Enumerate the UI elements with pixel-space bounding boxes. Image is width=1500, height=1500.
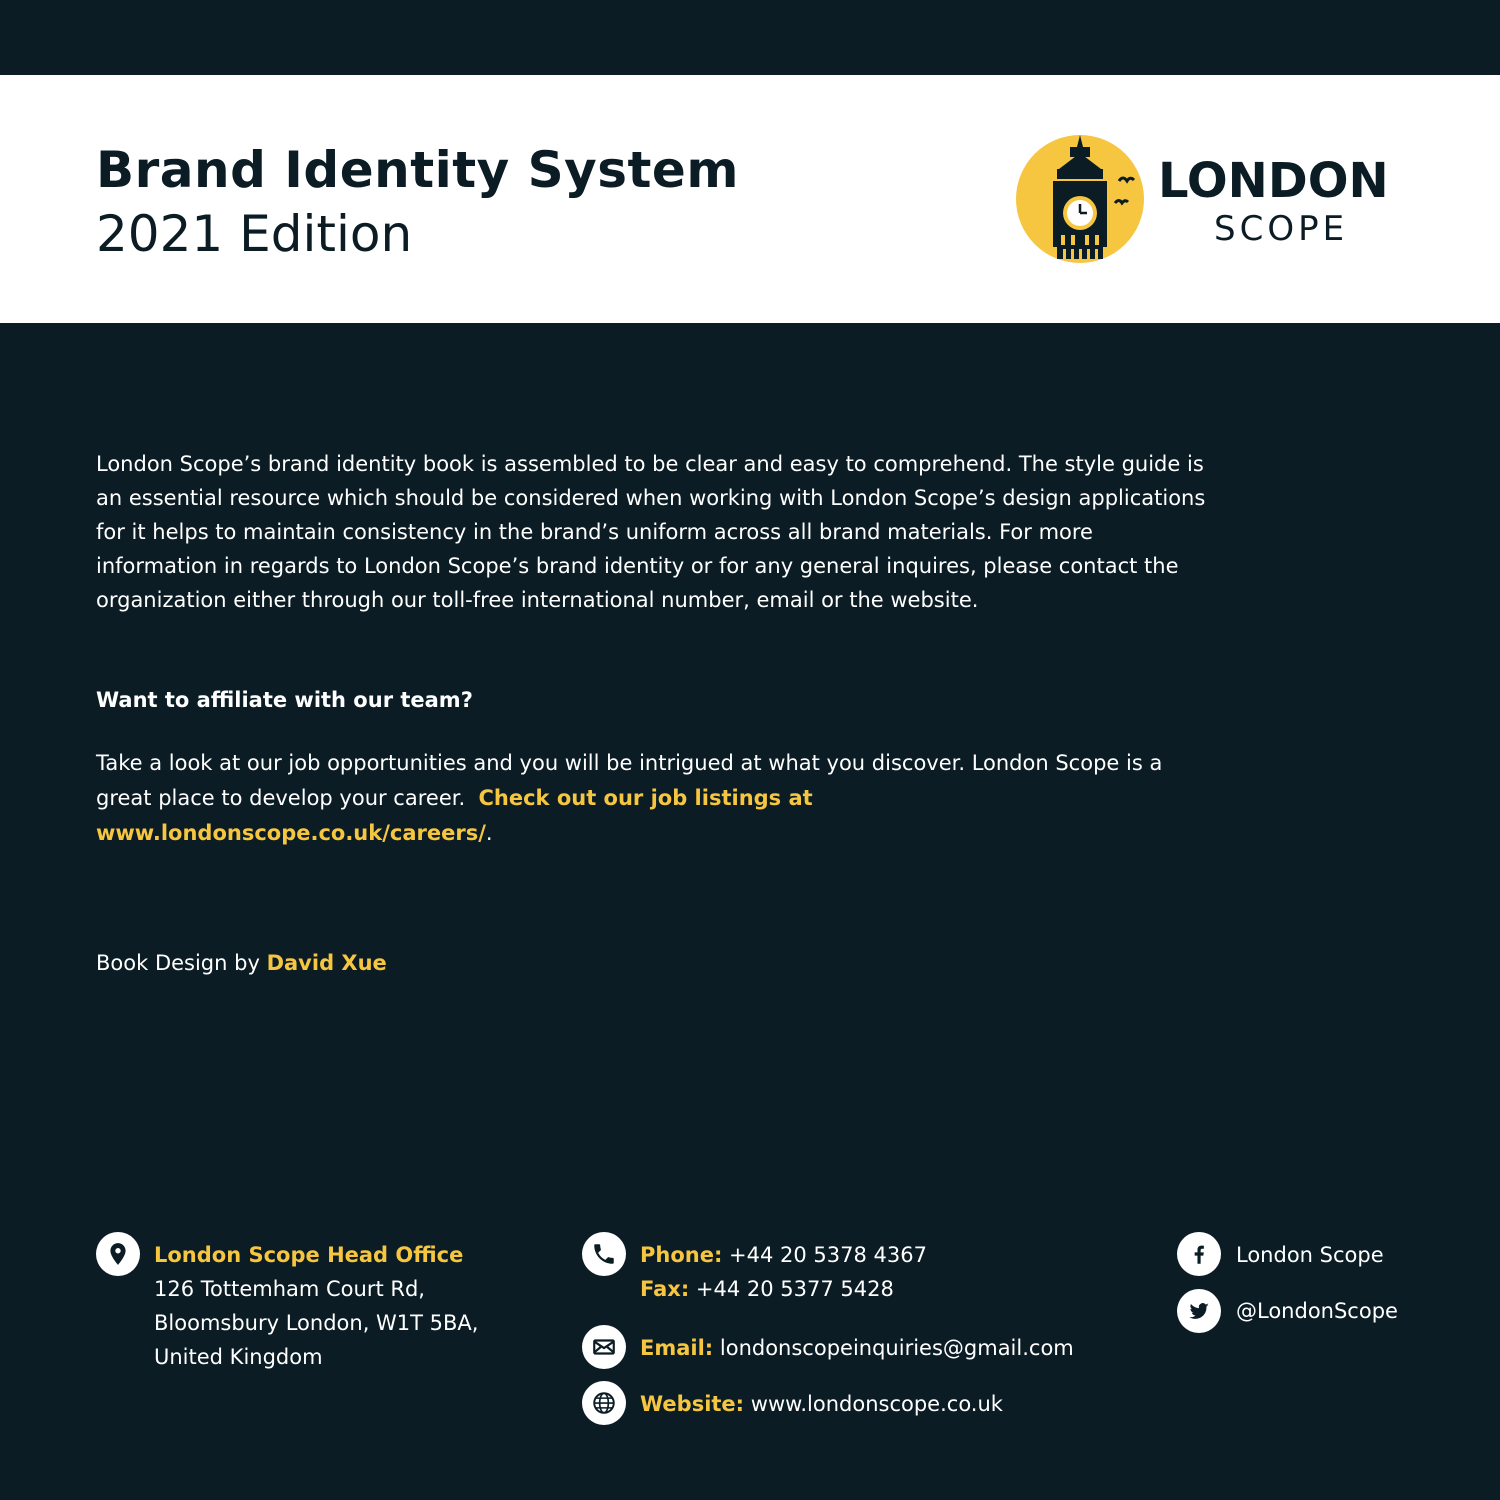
location-pin-icon [96, 1232, 140, 1276]
email-value[interactable]: londonscopeinquiries@gmail.com [719, 1336, 1074, 1360]
fax-label: Fax: [640, 1277, 690, 1301]
book-design-credit [96, 951, 387, 975]
office-title: London Scope Head Office [154, 1243, 464, 1267]
affiliate-heading: Want to affiliate with our team? [96, 688, 473, 712]
office-line-2: Bloomsbury London, W1T 5BA, [154, 1311, 479, 1335]
email-label: Email: [640, 1336, 714, 1360]
logo-wordmark-london: LONDON [1158, 153, 1389, 209]
phone-label: Phone: [640, 1243, 723, 1267]
office-address [154, 1238, 478, 1374]
affiliate-body-text: Take a look at our job opportunities and you will be intrigued at what you discover. London Scope is a great place to develop your career. [96, 751, 1163, 810]
envelope-icon [582, 1325, 626, 1369]
page-title: Brand Identity System [96, 141, 739, 199]
office-line-3: United Kingdom [154, 1345, 323, 1369]
logo-wordmark-scope: SCOPE [1214, 209, 1349, 249]
twitter-icon[interactable] [1177, 1289, 1221, 1333]
phone-line [640, 1238, 927, 1272]
affiliate-trailing: . [485, 821, 493, 845]
website-label: Website: [640, 1392, 745, 1416]
fax-value: +44 20 5377 5428 [695, 1277, 894, 1301]
clock-tower-logo-icon [1015, 133, 1145, 265]
fax-line [640, 1272, 927, 1306]
twitter-handle[interactable]: @LondonScope [1236, 1299, 1398, 1323]
globe-icon [582, 1381, 626, 1425]
website-line [640, 1387, 1003, 1421]
office-line-1: 126 Tottemham Court Rd, [154, 1277, 425, 1301]
intro-paragraph: London Scope’s brand identity book is assembled to be clear and easy to comprehend. The style guide is an essential resource which should be considered when working with London Scope’s design applications for it helps to maintain consistency in the brand’s uniform across all brand materials. For more information in regards to London Scope’s brand identity or for any general inquires, please contact the organization either through our toll-free international number, email or the website. [96, 452, 1206, 612]
phone-icon [582, 1232, 626, 1276]
facebook-handle[interactable]: London Scope [1236, 1243, 1384, 1267]
top-band [0, 0, 1500, 75]
london-scope-logo [1015, 133, 1415, 265]
designer-name: David Xue [266, 951, 387, 975]
website-value[interactable]: www.londonscope.co.uk [750, 1392, 1003, 1416]
phone-value[interactable]: +44 20 5378 4367 [729, 1243, 927, 1267]
edition-subtitle: 2021 Edition [96, 205, 413, 263]
affiliate-paragraph [96, 746, 1216, 851]
credit-prefix: Book Design by [96, 951, 260, 975]
phone-fax-block [640, 1238, 927, 1306]
header-band [0, 75, 1500, 323]
careers-link[interactable]: Check out our job listings at www.londonscope.co.uk/careers/ [96, 786, 813, 845]
email-line [640, 1331, 1074, 1365]
facebook-icon[interactable] [1177, 1232, 1221, 1276]
